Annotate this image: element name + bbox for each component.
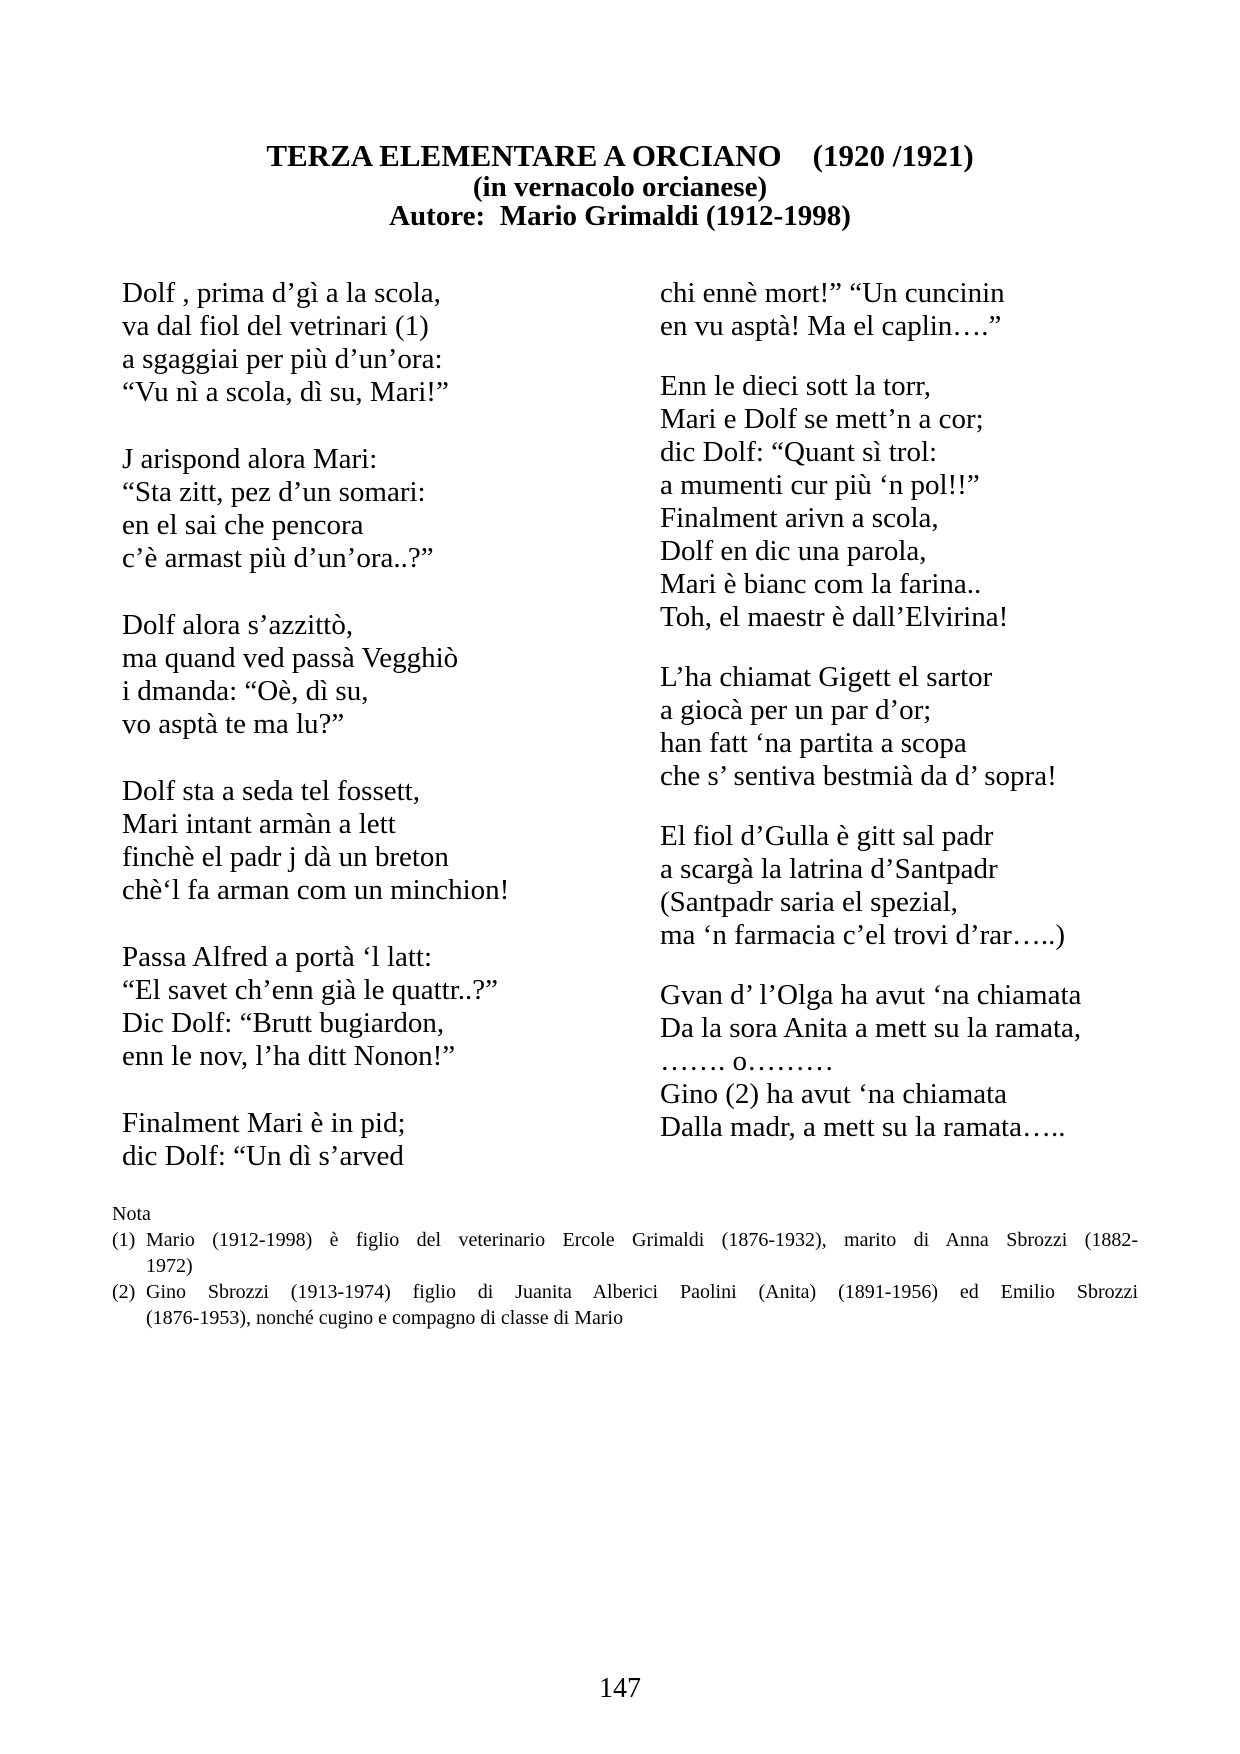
poem-line: i dmanda: “Oè, dì su, (122, 675, 369, 707)
left-stanza-2 (122, 443, 660, 575)
poem-line: dic Dolf: “Quant sì trol: (660, 436, 938, 468)
poem-line: Passa Alfred a portà ‘l latt: (122, 941, 433, 973)
poem-line: ma ‘n farmacia c’el trovi d’rar…..) (660, 919, 1065, 951)
poem-line: L’ha chiamat Gigett el sartor (660, 661, 993, 693)
poem-line: Gvan d’ l’Olga ha avut ‘na chiamata (660, 979, 1082, 1011)
right-stanza-2 (660, 370, 1180, 634)
poem-line: finchè el padr j dà un breton (122, 841, 449, 873)
poem-line: en vu asptà! Ma el caplin….” (660, 310, 1002, 342)
poem-line: Dalla madr, a mett su la ramata….. (660, 1111, 1066, 1143)
poem-line: han fatt ‘na partita a scopa (660, 727, 967, 759)
poem-line: Mari e Dolf se mett’n a cor; (660, 403, 984, 435)
poem-line: Dolf en dic una parola, (660, 535, 927, 567)
poem-line: Finalment Mari è in pid; (122, 1107, 406, 1139)
poem-line: vo asptà te ma lu?” (122, 708, 345, 740)
note-line: 1972) (146, 1255, 193, 1277)
poem-line: Gino (2) ha avut ‘na chiamata (660, 1078, 1008, 1110)
document-title: TERZA ELEMENTARE A ORCIANO (1920 /1921) (266, 138, 974, 173)
poem-line: Da la sora Anita a mett su la ramata, (660, 1012, 1082, 1044)
poem-line: ma quand ved passà Vegghiò (122, 642, 459, 674)
notes-list (112, 1227, 1138, 1331)
poem-body (122, 277, 1240, 1173)
poem-line: Dolf alora s’azzittò, (122, 609, 354, 641)
poem-line: a mumenti cur più ‘n pol!!” (660, 469, 980, 501)
right-stanza-1 (660, 277, 1180, 343)
poem-right-column (660, 277, 1180, 1173)
poem-line: Mari è bianc com la farina.. (660, 568, 982, 600)
note-item-1 (112, 1227, 1138, 1279)
poem-line: El fiol d’Gulla è gitt sal padr (660, 820, 994, 852)
right-stanza-5 (660, 979, 1180, 1144)
poem-line: a sgaggiai per più d’un’ora: (122, 343, 443, 375)
poem-line: Dolf , prima d’gì a la scola, (122, 277, 441, 309)
poem-line: “El savet ch’enn già le quattr..?” (122, 974, 499, 1006)
note-marker: (2) (112, 1281, 136, 1303)
poem-line: va dal fiol del vetrinari (1) (122, 310, 429, 342)
poem-line: (Santpadr saria el spezial, (660, 886, 958, 918)
document-subtitle: (in vernacolo orcianese) (472, 171, 768, 203)
poem-line: chè‘l fa arman com un minchion! (122, 874, 510, 906)
poem-line: “Sta zitt, pez d’un somari: (122, 476, 426, 508)
poem-line: J arispond alora Mari: (122, 443, 378, 475)
poem-line: Dic Dolf: “Brutt bugiardon, (122, 1007, 445, 1039)
notes-heading: Nota (112, 1203, 151, 1225)
poem-line: Mari intant armàn a lett (122, 808, 396, 840)
poem-line: che s’ sentiva bestmià da d’ sopra! (660, 760, 1057, 792)
left-stanza-6 (122, 1107, 660, 1173)
poem-line: a giocà per un par d’or; (660, 694, 932, 726)
poem-line: chi ennè mort!” “Un cuncinin (660, 277, 1005, 309)
poem-line: enn le nov, l’ha ditt Nonon!” (122, 1040, 456, 1072)
left-stanza-4 (122, 775, 660, 907)
poem-line: Finalment arivn a scola, (660, 502, 939, 534)
note-line: Gino Sbrozzi (1913-1974) figlio di Juanita Alberici Paolini (Anita) (1891-1956) ed Emilio Sbrozzi (146, 1281, 1138, 1303)
note-line: Mario (1912-1998) è figlio del veterinario Ercole Grimaldi (1876-1932), marito di Anna Sbrozzi (1882- (146, 1229, 1138, 1251)
right-stanza-3 (660, 661, 1180, 793)
poem-line: Dolf sta a seda tel fossett, (122, 775, 420, 807)
title-block (0, 0, 1240, 231)
poem-line: Toh, el maestr è dall’Elvirina! (660, 601, 1009, 633)
left-stanza-3 (122, 609, 660, 741)
note-marker: (1) (112, 1229, 136, 1251)
left-stanza-5 (122, 941, 660, 1073)
poem-line: a scargà la latrina d’Santpadr (660, 853, 998, 885)
poem-line: en el sai che pencora (122, 509, 364, 541)
right-stanza-4 (660, 820, 1180, 952)
note-body (146, 1279, 1138, 1331)
poem-left-column (122, 277, 660, 1173)
poem-line: ……. o……… (660, 1045, 834, 1077)
left-stanza-1 (122, 277, 660, 409)
poem-line: c’è armast più d’un’ora..?” (122, 542, 434, 574)
author-line: Autore: Mario Grimaldi (1912-1998) (389, 200, 851, 232)
poem-line: Enn le dieci sott la torr, (660, 370, 932, 402)
poem-line: dic Dolf: “Un dì s’arved (122, 1140, 404, 1172)
note-body (146, 1227, 1138, 1279)
poem-line: “Vu nì a scola, dì su, Mari!” (122, 376, 449, 408)
note-line: (1876-1953), nonché cugino e compagno di classe di Mario (146, 1307, 624, 1329)
notes-section (112, 1201, 1138, 1331)
note-item-2 (112, 1279, 1138, 1331)
page-number: 147 (599, 1673, 641, 1704)
